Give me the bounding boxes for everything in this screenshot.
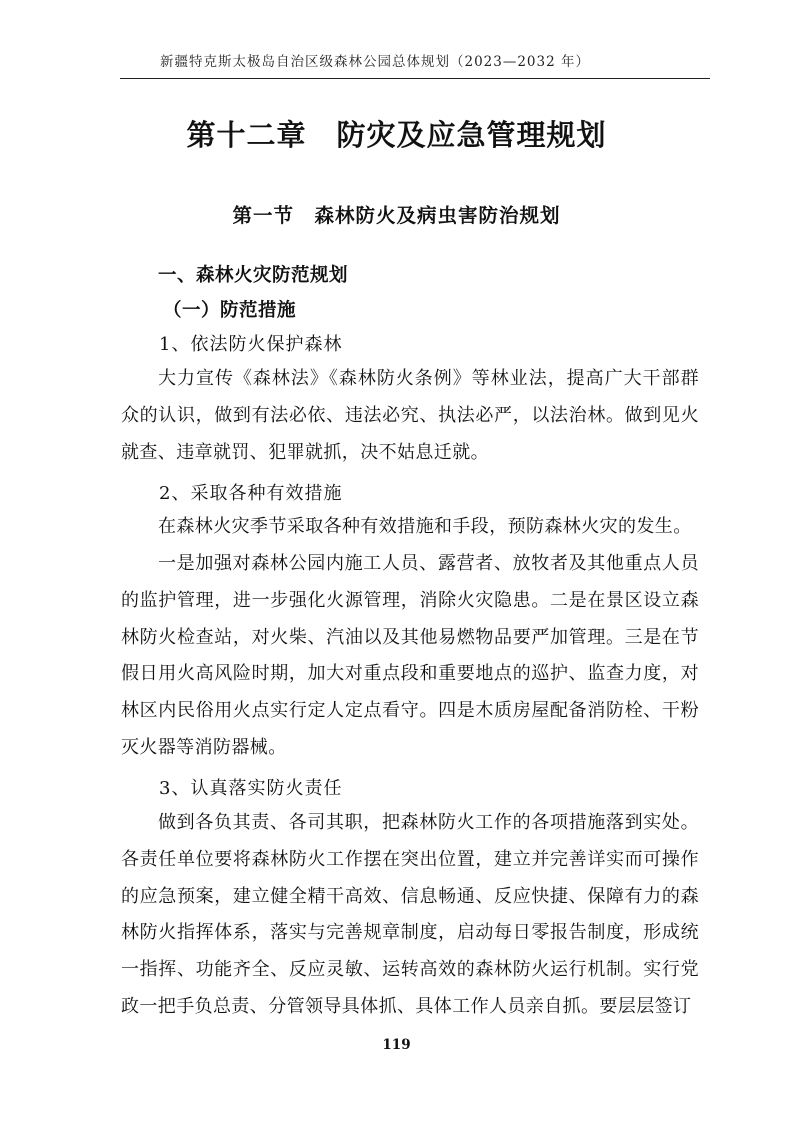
paragraph-2: 在森林火灾季节采取各种有效措施和手段，预防森林火灾的发生。 [158, 516, 692, 537]
section-title: 第一节 森林防火及病虫害防治规划 [232, 204, 561, 227]
list-item-3: 3、认真落实防火责任 [159, 778, 343, 799]
list-item-1: 1、依法防火保护森林 [159, 334, 343, 355]
heading-level-2: （一）防范措施 [163, 300, 297, 321]
header-rule [120, 78, 710, 79]
chapter-title: 第十二章 防灾及应急管理规划 [186, 118, 607, 152]
running-title: 新疆特克斯太极岛自治区级森林公园总体规划（2023—2032 年） [159, 54, 590, 70]
paragraph-4: 做到各负其责、各司其职，把森林防火工作的各项措施落到实处。各责任单位要将森林防火工作摆在突出位置，建立并完善详实而可操作的应急预案，建立健全精干高效、信息畅通、反应快捷、保障有力的森林防火指挥体系，落实与完善规章制度，启动每日零报告制度，形成统一指挥、功能齐全、反应灵敏、运转高效的森林防火运行机制。实行党政一把手负总责、分管领导具体抓、具体工作人员亲自抓。要层层签订 [121, 812, 699, 1017]
paragraph-3: 一是加强对森林公园内施工人员、露营者、放牧者及其他重点人员的监护管理，进一步强化火源管理，消除火灾隐患。二是在景区设立森林防火检查站，对火柴、汽油以及其他易燃物品要严加管理。三是在节假日用火高风险时期，加大对重点段和重要地点的巡护、监查力度，对林区内民俗用火点实行定人定点看守。四是木质房屋配备消防栓、干粉灭火器等消防器械。 [121, 553, 699, 758]
page-number: 119 [382, 1037, 411, 1053]
paragraph-1: 大力宣传《森林法》《森林防火条例》等林业法，提高广大干部群众的认识，做到有法必依、违法必究、执法必严，以法治林。做到见火就查、违章就罚、犯罪就抓，决不姑息迁就。 [121, 368, 699, 463]
heading-level-1: 一、森林火灾防范规划 [158, 265, 349, 286]
list-item-2: 2、采取各种有效措施 [159, 483, 343, 504]
